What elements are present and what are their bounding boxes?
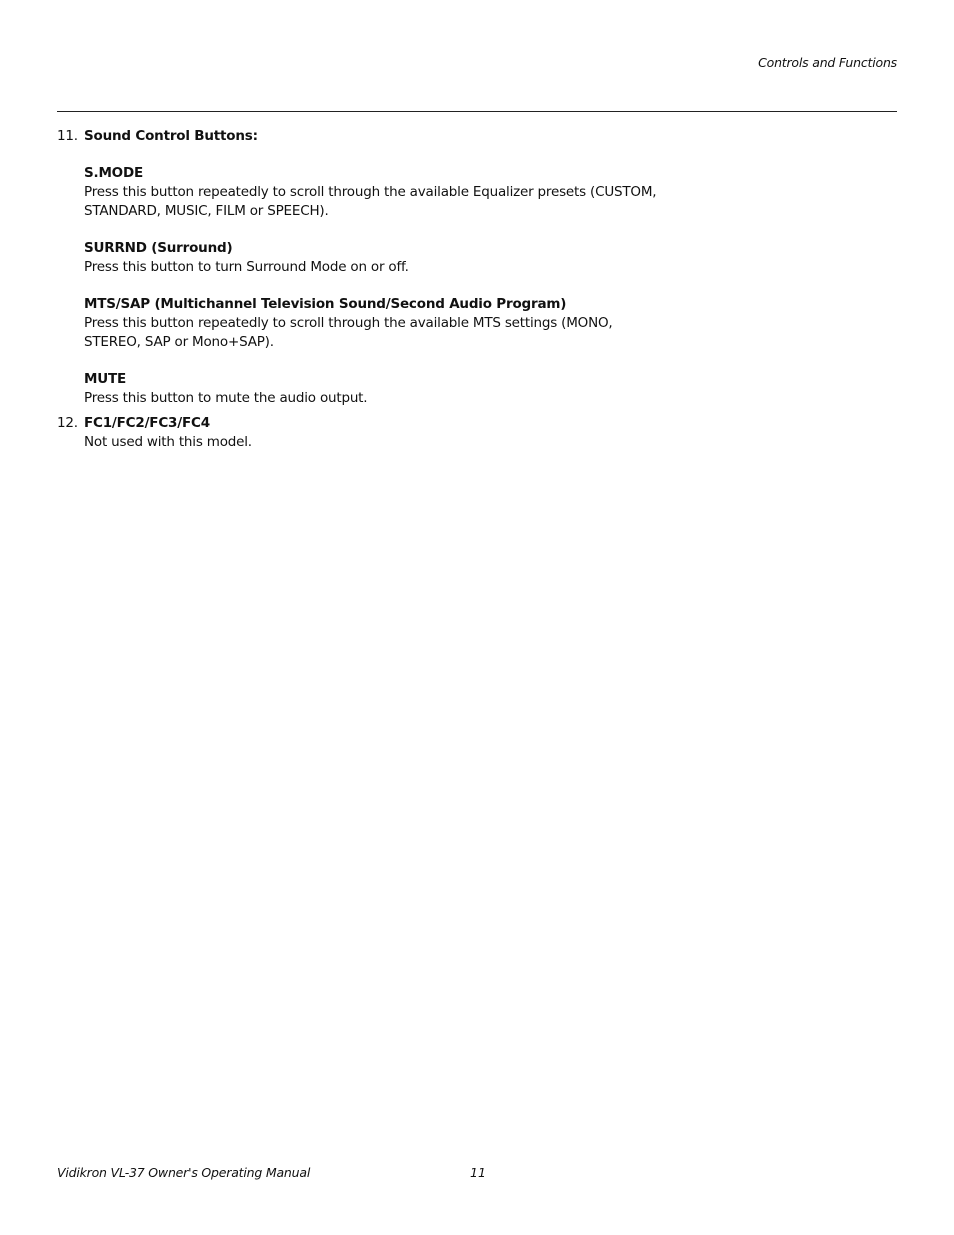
subsection-title: MUTE	[84, 371, 127, 387]
subsection-title: MTS/SAP (Multichannel Television Sound/Second Audio Program)	[84, 296, 567, 312]
subsection-surround	[84, 239, 897, 277]
footer-manual-title: Vidikron VL-37 Owner's Operating Manual	[57, 1165, 311, 1180]
subsection-mts-sap	[84, 295, 897, 352]
main-content	[57, 127, 897, 452]
page-number: 11	[470, 1165, 486, 1180]
header-divider	[57, 111, 897, 112]
item-text: Not used with this model.	[84, 434, 252, 450]
subsection-title: S.MODE	[84, 165, 143, 181]
subsection-text: Press this button repeatedly to scroll through the available MTS settings (MONO, STEREO, SAP or Mono+SAP).	[84, 315, 613, 350]
running-header: Controls and Functions	[758, 55, 897, 70]
list-item-12	[57, 414, 897, 452]
item-title: Sound Control Buttons:	[84, 128, 258, 144]
subsection-smode	[84, 164, 897, 221]
subsection-text: Press this button to turn Surround Mode on or off.	[84, 259, 409, 275]
subsection-text: Press this button repeatedly to scroll through the available Equalizer presets (CUSTOM, STANDARD, MUSIC, FILM or SPEECH).	[84, 184, 657, 219]
subsection-mute	[84, 370, 897, 408]
subsection-title: SURRND (Surround)	[84, 240, 233, 256]
subsection-text: Press this button to mute the audio output.	[84, 390, 368, 406]
item-number: 11.	[57, 128, 78, 144]
item-number: 12.	[57, 415, 78, 431]
item-title: FC1/FC2/FC3/FC4	[84, 415, 210, 431]
list-item-11	[57, 127, 897, 408]
